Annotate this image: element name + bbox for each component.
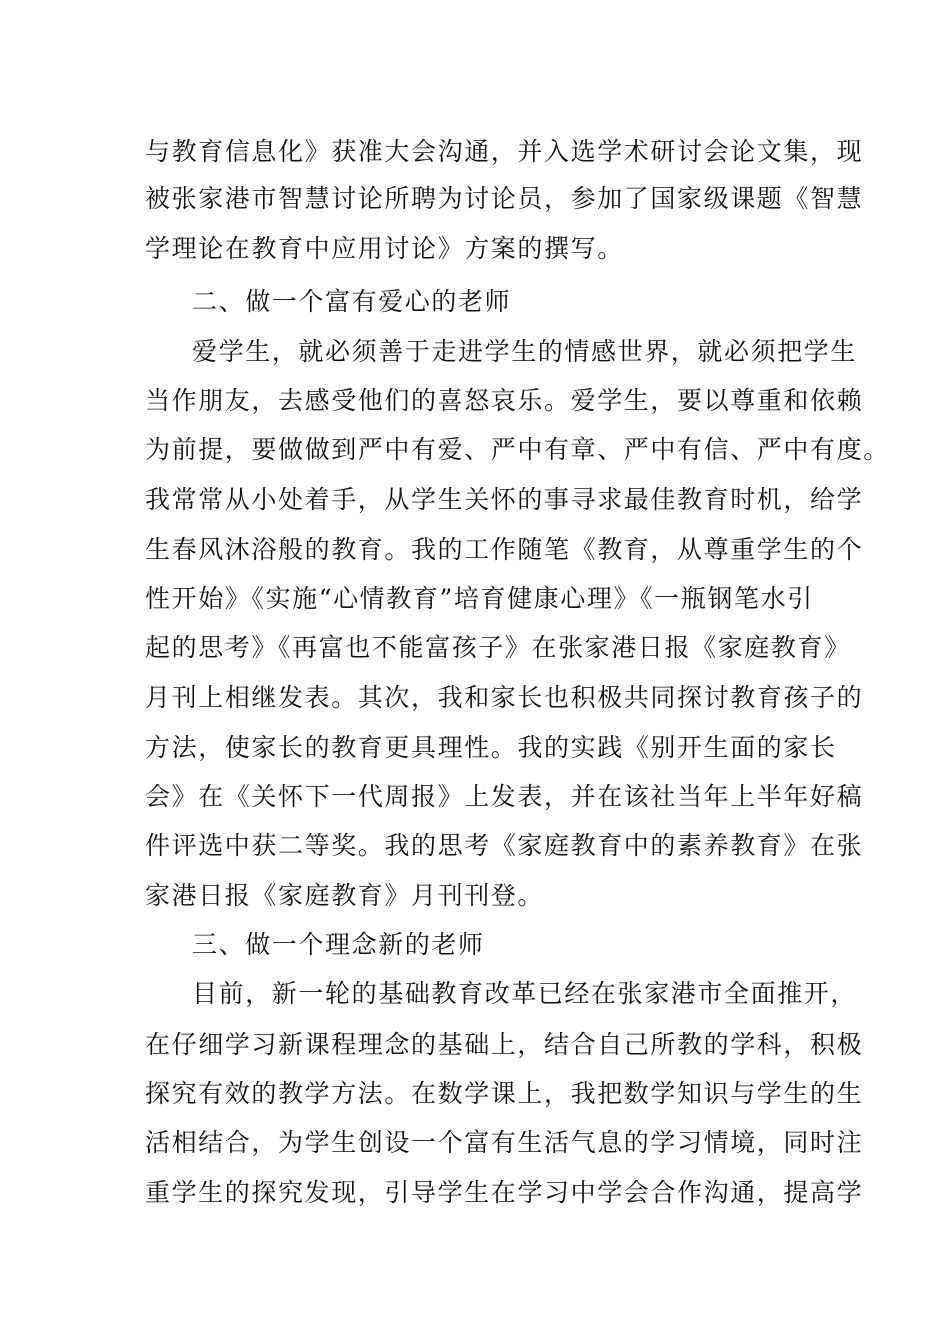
text-line: 性开始》《实施“心情教育”培育健康心理》《一瓶钢笔水引	[145, 584, 814, 613]
text-line: 爱学生，就必须善于走进学生的情感世界，就必须把学生	[192, 337, 858, 366]
text-line: 我常常从小处着手，从学生关怀的事寻求最佳教育时机，给学	[145, 485, 864, 514]
text-line: 探究有效的教学方法。在数学课上，我把数学知识与学生的生	[145, 1079, 864, 1108]
text-line: 与教育信息化》获准大会沟通，并入选学术研讨会论文集，现	[145, 137, 864, 166]
text-line: 重学生的探究发现，引导学生在学习中学会合作沟通，提高学	[145, 1178, 864, 1207]
text-line: 活相结合，为学生创设一个富有生活气息的学习情境，同时注	[145, 1128, 864, 1157]
text-line: 会》在《关怀下一代周报》上发表，并在该社当年上半年好稿	[145, 782, 864, 811]
text-line: 被张家港市智慧讨论所聘为讨论员，参加了国家级课题《智慧	[145, 184, 864, 213]
text-line: 生春风沐浴般的教育。我的工作随笔《教育，从尊重学生的个	[145, 535, 864, 564]
text-line: 学理论在教育中应用讨论》方案的撰写。	[145, 234, 624, 263]
text-line: 目前，新一轮的基础教育改革已经在张家港市全面推开，	[192, 979, 858, 1008]
section-heading: 三、做一个理念新的老师	[192, 930, 485, 959]
text-line: 在仔细学习新课程理念的基础上，结合自己所教的学科，积极	[145, 1030, 864, 1059]
text-line: 方法，使家长的教育更具理性。我的实践《别开生面的家长	[145, 733, 837, 762]
text-line: 家港日报《家庭教育》月刊刊登。	[145, 881, 545, 910]
section-heading: 二、做一个富有爱心的老师	[192, 287, 512, 316]
text-line: 当作朋友，去感受他们的喜怒哀乐。爱学生，要以尊重和依赖	[145, 386, 864, 415]
text-line: 件评选中获二等奖。我的思考《家庭教育中的素养教育》在张	[145, 831, 864, 860]
text-line: 起的思考》《再富也不能富孩子》在张家港日报《家庭教育》	[145, 633, 851, 662]
text-line: 为前提，要做做到严中有爱、严中有章、严中有信、严中有度。	[145, 435, 890, 464]
text-line: 月刊上相继发表。其次，我和家长也积极共同探讨教育孩子的	[145, 683, 864, 712]
